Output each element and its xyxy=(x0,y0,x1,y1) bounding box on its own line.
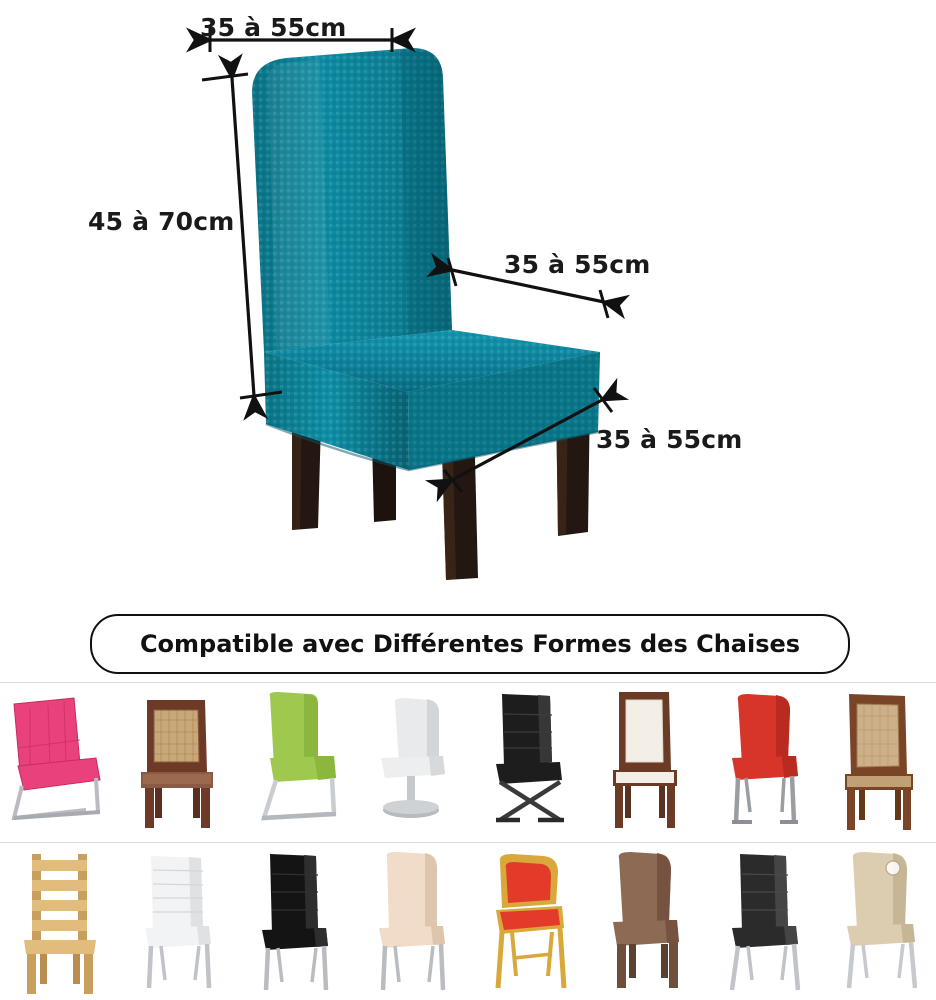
chair-thumb-beige-plastic xyxy=(819,848,936,1000)
chair-thumb-green-cantilever xyxy=(234,686,351,838)
compatibility-banner xyxy=(90,614,850,674)
dimension-label-seat-width: 35 à 55cm xyxy=(596,425,743,454)
chair-gallery-row-1 xyxy=(0,686,936,838)
chair-thumb-wood-cane xyxy=(117,686,234,838)
chair-thumb-rattan-wood xyxy=(819,686,936,838)
chair-thumb-pink-tufted xyxy=(0,686,117,838)
dimension-label-seat-depth: 35 à 55cm xyxy=(504,250,651,279)
chair-thumb-black-leather xyxy=(234,848,351,1000)
chair-thumb-red-banquet xyxy=(702,686,819,838)
chair-thumb-cream-wood xyxy=(585,686,702,838)
chair-thumb-dark-grey-leather xyxy=(702,848,819,1000)
chair-thumb-white-quilted xyxy=(117,848,234,1000)
chair-thumb-brown-fabric xyxy=(585,848,702,1000)
chair-thumb-beige-modern xyxy=(351,848,468,1000)
compatibility-banner-label: Compatible avec Différentes Formes des Chaises xyxy=(139,630,801,658)
chair-thumb-black-folding xyxy=(468,686,585,838)
chair-thumb-light-oak-ladder xyxy=(0,848,117,1000)
dimension-label-backrest-width: 35 à 55cm xyxy=(200,13,347,42)
dimension-label-backrest-height: 45 à 70cm xyxy=(88,207,235,236)
chair-thumb-red-gold-banquet xyxy=(468,848,585,1000)
chair-thumb-white-swivel xyxy=(351,686,468,838)
chair-gallery-row-2 xyxy=(0,848,936,1000)
gallery-divider-top xyxy=(0,682,936,683)
gallery-divider-middle xyxy=(0,842,936,843)
